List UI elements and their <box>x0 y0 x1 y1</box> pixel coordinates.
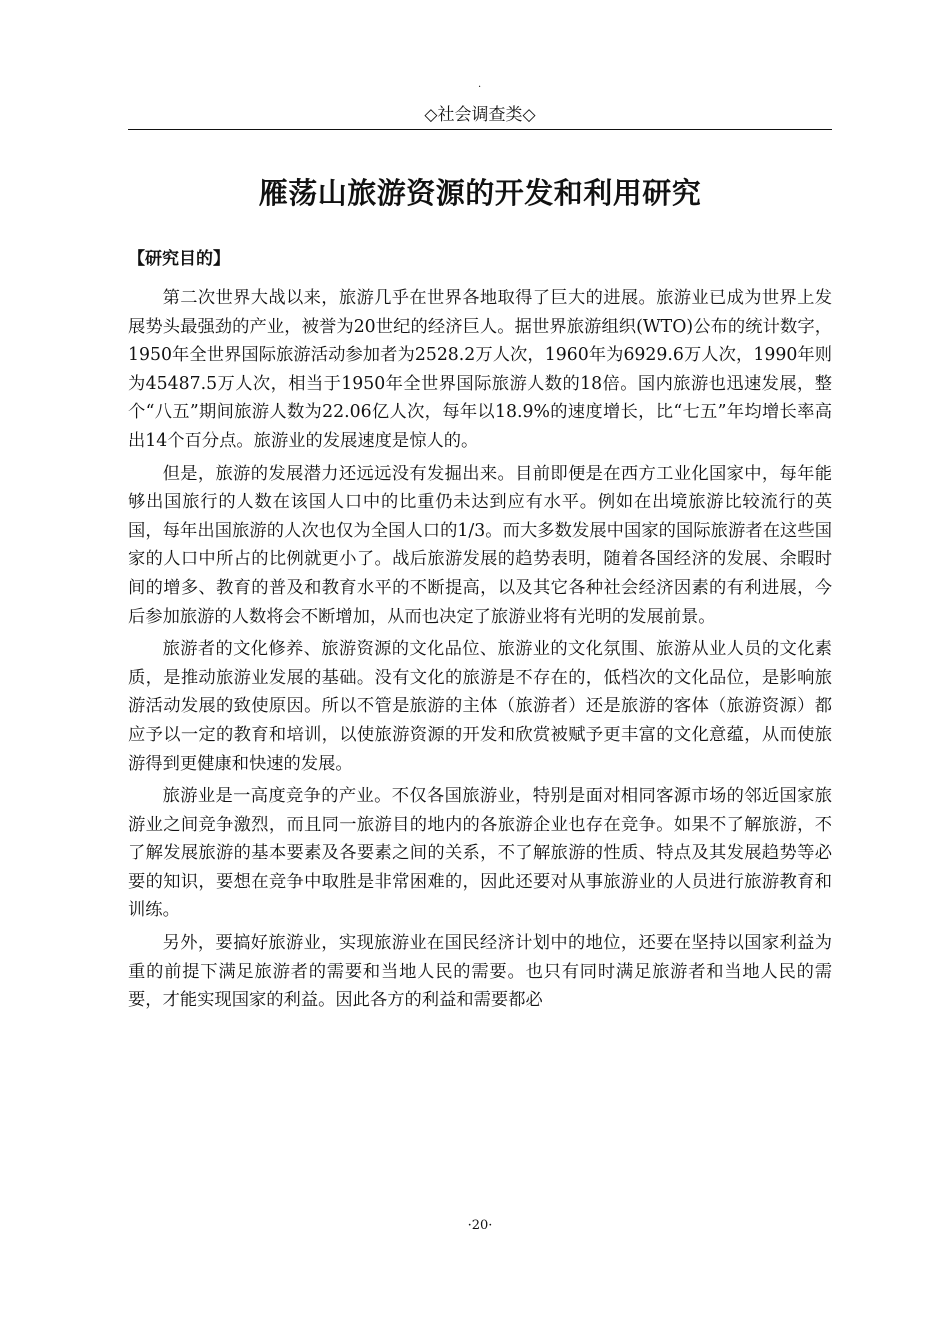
header-divider <box>128 129 832 130</box>
header-dot: . <box>478 79 482 90</box>
paragraph-4: 旅游业是一高度竞争的产业。不仅各国旅游业，特别是面对相同客源市场的邻近国家旅游业之间竞争激烈，而且同一旅游目的地内的各旅游企业也存在竞争。如果不了解旅游，不了解发展旅游的基本要素及各要素之间的关系，不了解旅游的性质、特点及其发展趋势等必要的知识，要想在竞争中取胜是非常困难的，因此还要对从事旅游业的人员进行旅游教育和训练。 <box>128 786 832 921</box>
page-number: ·20· <box>467 1218 493 1233</box>
article-body <box>128 284 832 1019</box>
section-category-header: ◇社会调查类◇ <box>424 105 536 125</box>
section-heading-research-purpose: 【研究目的】 <box>128 249 230 269</box>
paragraph-2: 但是，旅游的发展潜力还远远没有发掘出来。目前即便是在西方工业化国家中，每年能够出国旅行的人数在该国人口中的比重仍未达到应有水平。例如在出境旅游比较流行的英国，每年出国旅游的人次也仅为全国人口的1/3。而大多数发展中国家的国际旅游者在这些国家的人口中所占的比例就更小了。战后旅游发展的趋势表明，随着各国经济的发展、余暇时间的增多、教育的普及和教育水平的不断提高，以及其它各种社会经济因素的有利进展，今后参加旅游的人数将会不断增加，从而也决定了旅游业将有光明的发展前景。 <box>128 463 832 627</box>
paragraph-1: 第二次世界大战以来，旅游几乎在世界各地取得了巨大的进展。旅游业已成为世界上发展势头最强劲的产业，被誉为20世纪的经济巨人。据世界旅游组织(WTO)公布的统计数字，1950年全世界国际旅游活动参加者为2528.2万人次，1960年为6929.6万人次，1990年则为45487.5万人次，相当于1950年全世界国际旅游人数的18倍。国内旅游也迅速发展，整个“八五”期间旅游人数为22.06亿人次，每年以18.9%的速度增长，比“七五”年均增长率高出14个百分点。旅游业的发展速度是惊人的。 <box>128 288 832 451</box>
article-title: 雁荡山旅游资源的开发和利用研究 <box>258 176 702 211</box>
paragraph-3: 旅游者的文化修养、旅游资源的文化品位、旅游业的文化氛围、旅游从业人员的文化素质，是推动旅游业发展的基础。没有文化的旅游是不存在的，低档次的文化品位，是影响旅游活动发展的致使原因。所以不管是旅游的主体（旅游者）还是旅游的客体（旅游资源）都应予以一定的教育和培训，以使旅游资源的开发和欣赏被赋予更丰富的文化意蕴，从而使旅游得到更健康和快速的发展。 <box>128 639 832 774</box>
paragraph-5: 另外，要搞好旅游业，实现旅游业在国民经济计划中的地位，还要在坚持以国家利益为重的前提下满足旅游者的需要和当地人民的需要。也只有同时满足旅游者和当地人民的需要，才能实现国家的利益。因此各方的利益和需要都必 <box>128 933 832 1011</box>
